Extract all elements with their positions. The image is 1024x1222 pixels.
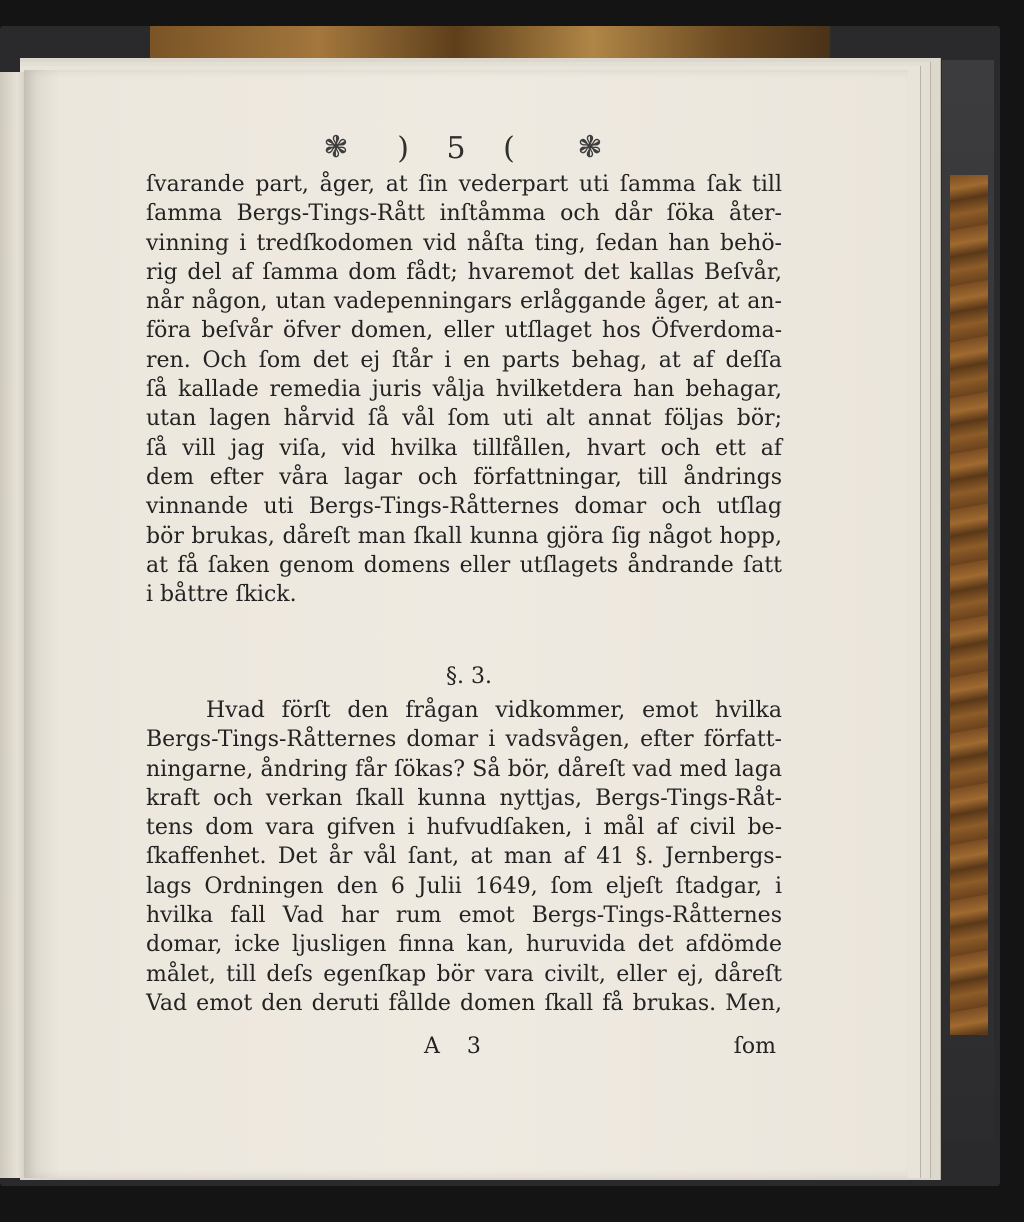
text-line: Hvad förſt den frågan vidkommer, emot hvilka (206, 698, 782, 723)
signature-mark: A 3 (424, 1034, 491, 1059)
page-number: ) 5 ( (397, 130, 529, 166)
text-line: ren. Och ſom det ej ſtår i en parts behag, at af deſſa (146, 347, 782, 373)
text-line: Bergs-Tings-Råtternes domar i vadsvågen, efter författ- (146, 727, 782, 753)
text-line: vinning i tredſkodomen vid nåſta ting, ſedan han behö- (146, 230, 782, 256)
ornament-icon: ❃ (323, 130, 349, 165)
ornament-icon: ❃ (577, 130, 603, 165)
text-line: hvilka fall Vad har rum emot Bergs-Tings-Råtternes (146, 903, 782, 929)
text-line: kraft och verkan ſkall kunna nyttjas, Bergs-Tings-Råt- (146, 785, 782, 811)
text-line: utan lagen hårvid ſå vål ſom uti alt annat följas bör; (146, 406, 782, 432)
section-heading: §. 3. (446, 664, 492, 689)
text-line: at få ſaken genom domens eller utſlagets åndrande ſatt (146, 552, 782, 578)
text-line: Vad emot den deruti fållde domen ſkall få brukas. Men, (146, 990, 782, 1016)
verso-page-edge (0, 72, 24, 1178)
catchword: ſom (733, 1034, 776, 1059)
text-line: når någon, utan vadepenningars erlåggande åger, at an- (146, 289, 782, 315)
text-line: målet, till deſs egenſkap bör vara civilt, eller ej, dåreſt (146, 961, 782, 987)
text-line: ſamma Bergs-Tings-Rått inſtåmma och dår ſöka åter- (146, 201, 782, 227)
text-line: ſå vill jag viſa, vid hvilka tillfållen, hvart och ett af (146, 435, 782, 461)
text-line: ſvarande part, åger, at ſin vederpart uti ſamma ſak till (146, 172, 782, 197)
text-line: bör brukas, dåreſt man ſkall kunna gjöra ſig något hopp, (146, 523, 782, 549)
paragraph-2 (146, 696, 782, 1018)
page-footer (146, 1034, 782, 1066)
text-line: tens dom vara gifven i hufvudſaken, i mål af civil be- (146, 815, 782, 841)
text-line: vinnande uti Bergs-Tings-Råtternes domar och utſlag (146, 494, 782, 520)
paragraph-1 (146, 170, 782, 609)
text-line: ſå kallade remedia juris vålja hvilketdera han behagar, (146, 377, 782, 403)
text-line: ningarne, åndring får ſökas? Så bör, dåreſt vad med laga (146, 756, 782, 782)
text-line: ſkaffenhet. Det år vål ſant, at man af 41 §. Jernbergs- (146, 844, 782, 870)
text-line: dem efter våra lagar och författningar, till åndrings (146, 464, 782, 490)
text-line: rig del af ſamma dom fådt; hvaremot det kallas Beſvår, (146, 259, 782, 285)
text-line: i båttre ſkick. (146, 582, 297, 608)
page-header (318, 128, 608, 168)
text-line: lags Ordningen den 6 Julii 1649, ſom eljeſt ſtadgar, i (146, 873, 782, 899)
text-line: föra beſvår öfver domen, eller utſlaget hos Öfverdoma- (146, 318, 782, 344)
marbled-board (950, 175, 988, 1035)
text-line: domar, icke ljusligen finna kan, huruvida det afdömde (146, 932, 782, 958)
